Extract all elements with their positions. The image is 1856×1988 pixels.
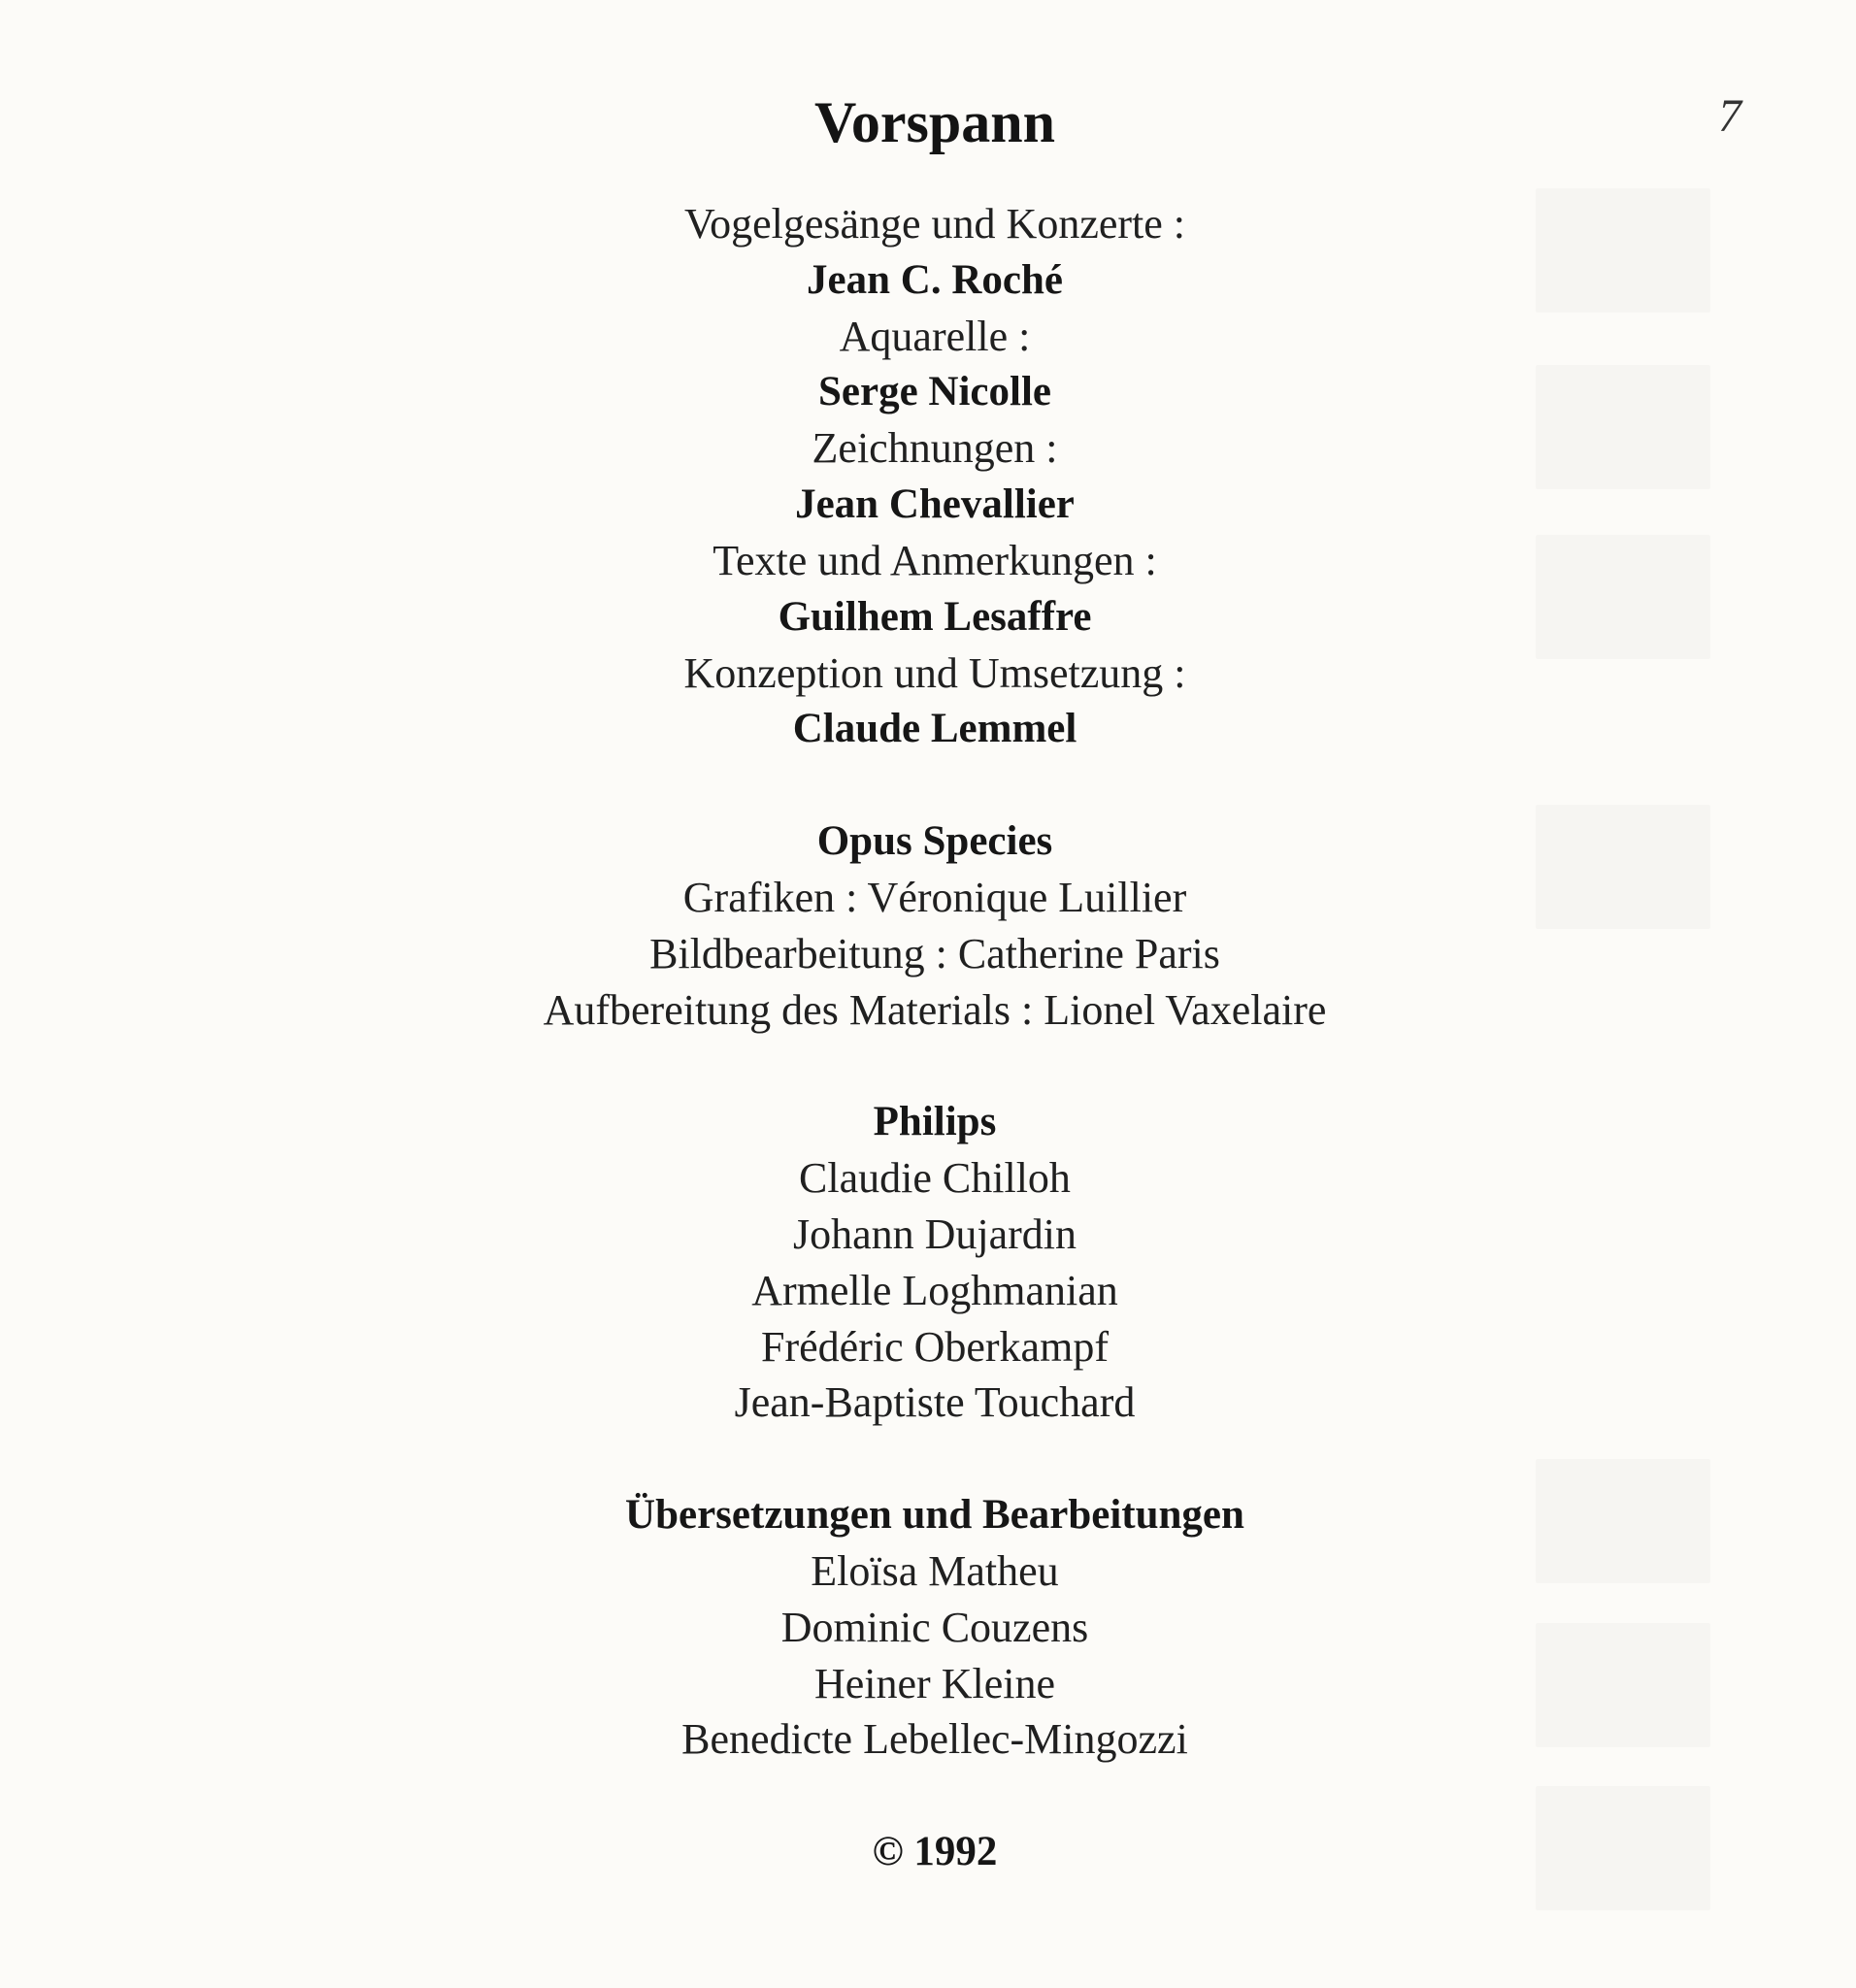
section-name: Jean-Baptiste Touchard xyxy=(734,1378,1136,1427)
page-number: 7 xyxy=(1718,90,1741,142)
philips-section xyxy=(14,1094,1856,1431)
spacer xyxy=(14,1038,1856,1094)
credits-column xyxy=(14,196,1856,1880)
section-heading: Opus Species xyxy=(816,818,1053,865)
page-title: Vorspann xyxy=(814,90,1055,154)
section-heading: Philips xyxy=(873,1099,997,1145)
main-credits xyxy=(14,196,1856,757)
credit-name: Jean Chevallier xyxy=(795,481,1075,528)
copyright-notice: © 1992 xyxy=(872,1829,998,1875)
section-name: Heiner Kleine xyxy=(814,1659,1055,1707)
section-name: Eloïsa Matheu xyxy=(811,1546,1059,1595)
translations-section xyxy=(14,1487,1856,1768)
credit-role: Aquarelle : xyxy=(839,312,1031,360)
section-name: Frédéric Oberkampf xyxy=(761,1322,1109,1371)
spacer xyxy=(14,1431,1856,1487)
section-name: Dominic Couzens xyxy=(780,1603,1089,1651)
section-line: Bildbearbeitung : Catherine Paris xyxy=(649,929,1220,977)
credit-role: Texte und Anmerkungen : xyxy=(713,536,1157,584)
credit-role: Konzeption und Umsetzung : xyxy=(683,648,1186,697)
credit-name: Jean C. Roché xyxy=(807,256,1063,303)
section-name: Benedicte Lebellec-Mingozzi xyxy=(681,1715,1188,1764)
spacer xyxy=(14,757,1856,813)
credit-role: Zeichnungen : xyxy=(812,424,1058,473)
opus-species-section xyxy=(14,813,1856,1038)
section-heading: Übersetzungen und Bearbeitungen xyxy=(625,1492,1244,1539)
section-line: Aufbereitung des Materials : Lionel Vaxelaire xyxy=(543,985,1327,1034)
section-line: Grafiken : Véronique Luillier xyxy=(682,873,1187,921)
credit-name: Claude Lemmel xyxy=(792,706,1077,752)
section-name: Armelle Loghmanian xyxy=(751,1266,1118,1314)
credit-name: Guilhem Lesaffre xyxy=(778,593,1092,640)
credit-role: Vogelgesänge und Konzerte : xyxy=(683,200,1186,248)
credit-name: Serge Nicolle xyxy=(818,369,1051,415)
section-name: Claudie Chilloh xyxy=(799,1154,1071,1203)
section-name: Johann Dujardin xyxy=(792,1209,1077,1258)
spacer xyxy=(14,1768,1856,1824)
